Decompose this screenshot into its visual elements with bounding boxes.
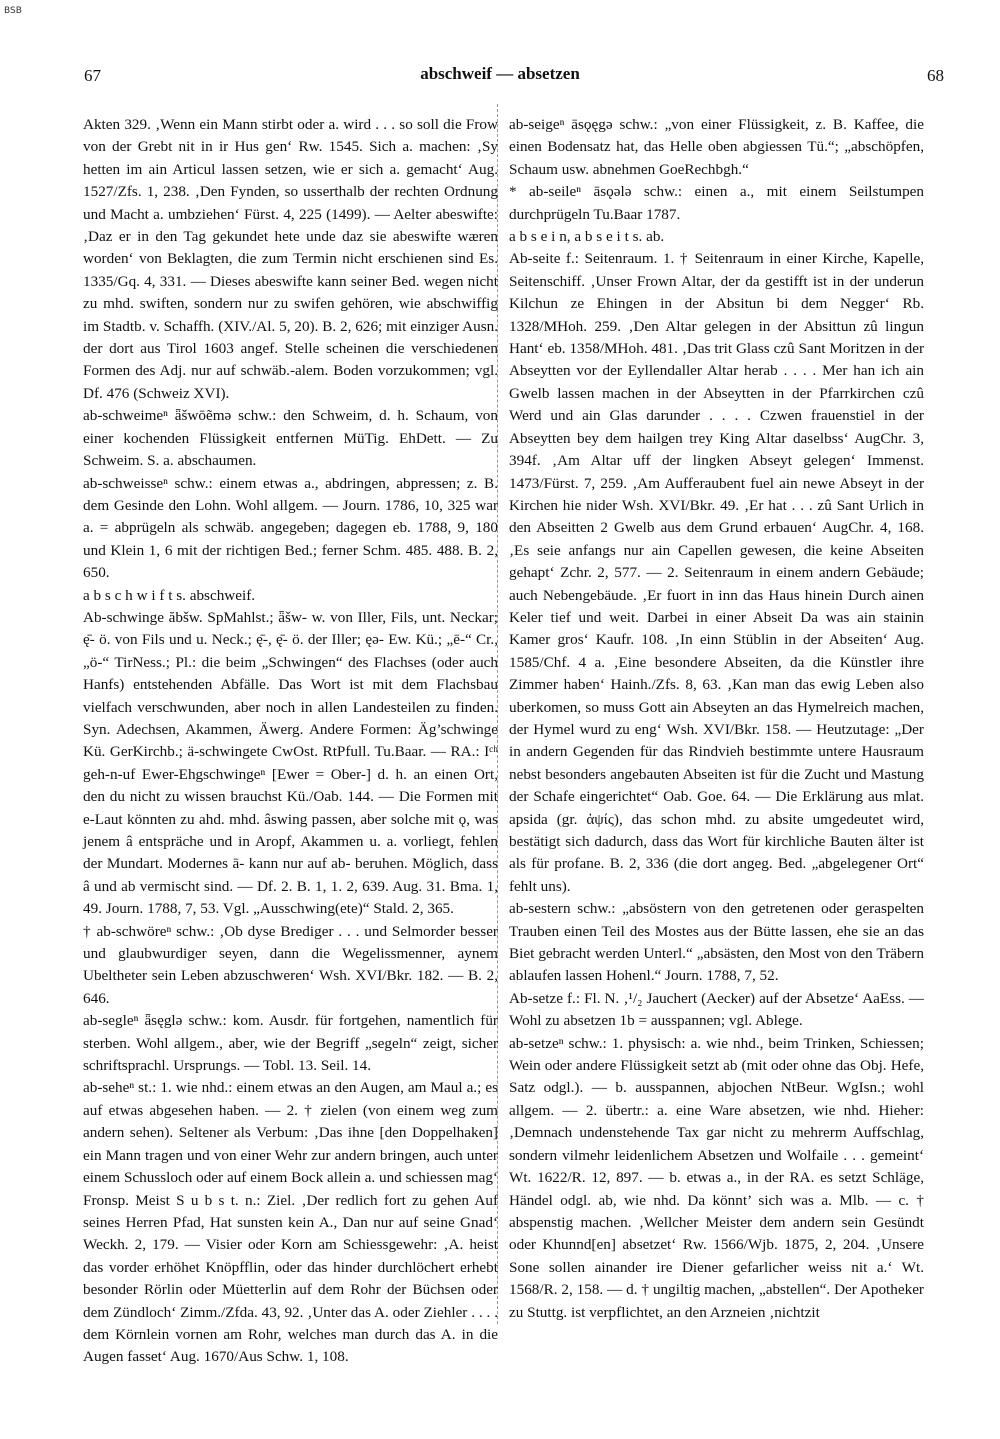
entry-ab-sestern: ab-sestern schw.: „absöstern von den getretenen oder geraspelten Trauben einen Teil des Mostes aus der Bütte lassen, ehe sie an das Biet gebracht werden Unterl.“ „absästen, den Most von den Träbern ablaufen lassen Hohenl.“ Journ. 1788, 7, 52. [509, 900, 924, 985]
entry-abschwift: a b s c h w i f t s. abschweif. [83, 586, 256, 604]
entry-ab-schwinge: Ab-schwinge ăbšw. SpMahlst.; ǟšw- w. von Iller, Fils, unt. Neckar; ę̄- ö. von Fils und u. Neck.; ę̄-, ę̄- ö. der Iller; ęə- Ew. Kü.; „ē-“ Cr., „ö-“ TirNess.; Pl.: die beim „Schwingen“ des Flachses (oder auch Hanfs) entstehenden Abfälle. Das Wort ist mit dem Flachsbau vielfach verschwunden, aber noch in allen Landesteilen zu finden. Syn. Adechsen, Akammen, Äwerg. Andere Formen: Äg’schwinge Kü. GerKirchb.; ä-schwingete CwOst. RtPfull. Tu.Baar. — RA.: Iᶜʰ geh-n-uf Ewer-Ehgschwingeⁿ [Ewer = Ober-] d. h. an einen Ort, den du nicht zu wissen brauchst Kü./Oab. 144. — Die Formen mit e-Laut könnten zu ahd. mhd. âswing passen, aber solche mit ǫ, was jenem â entspräche und in Aropf, Akammen u. a. vorliegt, fehlen der Mundart. Modernes ā- kann nur auf ab- beruhen. Möglich, dass â und ab vermischt sind. — Df. 2. B. 1, 1. 2, 639. Aug. 31. Bma. 1, 49. Journ. 1788, 7, 53. Vgl. „Ausschwing(ete)“ Stald. 2, 365. [83, 608, 498, 918]
entry-ab-schweissen: ab-schweisseⁿ schw.: einem etwas a., abdringen, abpressen; z. B. dem Gesinde den Lohn. Wohl allgem. — Journ. 1786, 10, 325 war a. = abprügeln als schwäb. angegeben; dagegen eb. 1788, 9, 180 und Klein 1, 6 mit der richtigen Bed.; ferner Schm. 485. 488. B. 2, 650. [83, 474, 498, 582]
entry-ab-seigen: ab-seigeⁿ āsǫęgə schw.: „von einer Flüssigkeit, z. B. Kaffee, die einen Bodensatz hat, das Helle oben abgiessen Tü.“; „abschöpfen, Schaum usw. abnehmen GoeRechbgh.“ [509, 116, 924, 178]
entry-ab-sehen: ab-seheⁿ st.: 1. wie nhd.: einem etwas an den Augen, am Maul a.; es auf etwas abgesehen haben. — 2. † zielen (von einem weg zum andern sehen). Seltener als Verbum: ‚Das ihne [den Doppelhaken] ein Mann tragen und von einer Wehr zur andern bringen, auch unter einem Schussloch oder auf einem Bock allein a. und schiessen mag‘ Fronsp. Meist S u b s t. n.: Ziel. ‚Der redlich fort zu gehen Auf seines Herren Pfad, Hat sunsten kein A., Dan nur auf seine Gnad‘ Weckh. 2, 179. — Visier oder Korn am Schiessgewehr: ‚A. heist das vorder erhöhet Knöpfflin, oder das hinder durchlöchert erhebt besonder Rörlin oder Müetterlin auf dem Rohr der Büchsen oder dem Zündloch‘ Zimm./Zfda. 43, 92. ‚Unter das A. oder Ziehler . . . . dem Körnlein vornen am Rohr, welches man durch das A. in die Augen fasset‘ Aug. 1670/Aus Schw. 1, 108. [83, 1079, 498, 1366]
entry-ab-schweimen: ab-schweimeⁿ ǟšwōẽmə schw.: den Schweim, d. h. Schaum, von einer kochenden Flüssigkeit entfernen MüTig. EhDett. — Zu Schweim. S. a. abschaumen. [83, 407, 498, 470]
entry-absein-abseit: a b s e i n, a b s e i t s. ab. [509, 228, 665, 246]
entry-abschweif-continued: Akten 329. ‚Wenn ein Mann stirbt oder a. wird . . . so soll die Frow von der Grebt nit in ir Hus gen‘ Rw. 1545. Sich a. machen: ‚Sy hetten im ain Articul lassen setzen, wie er sich a. gemacht‘ Aug. 1527/Zfs. 1, 238. ‚Den Fynden, so usserthalb der rechten Ordnung und Macht a. umbziehen‘ Fürst. 4, 225 (1499). — Aelter abeswifte: ‚Daz er in den Tag gekundet hete unde daz sie abeswifte wæren worden‘ von Beklagten, die zum Termin nicht erschienen sind Es. 1335/Gq. 4, 331. — Dieses abeswifte kann seiner Bed. wegen nicht zu mhd. swiften, sondern nur zu swifen gehören, wie abschwiffig im Stadtb. v. Schaffh. (XIV./Al. 5, 20). B. 2, 626; mit einziger Ausn. der dort aus Tirol 1603 angef. Stelle scheinen die verschiedenen Formen des Adj. nur auf schwäb.-alem. Boden vorzukommen; vgl. Df. 476 (Schweiz XVI). [83, 116, 498, 402]
entry-ab-setze: Ab-setze f.: Fl. N. ‚¹/₂ Jauchert (Aecker) auf der Absetze‘ AaEss. — Wohl zu absetzen 1b = ausspannen; vgl. Ablege. [509, 989, 924, 1030]
library-stamp: BSB [4, 6, 22, 16]
running-title: abschweif — absetzen [420, 64, 580, 83]
entry-ab-schwoeren: † ab-schwöreⁿ schw.: ‚Ob dyse Brediger . . . und Selmorder besser und glaubwurdiger seyen, dann die Wegelissmenner, aynem Ubeltheter sein Leben abzuschweren‘ Wsh. XVI/Bkr. 182. — B. 2, 646. [83, 922, 498, 1007]
entry-ab-setzen: ab-setzeⁿ schw.: 1. physisch: a. wie nhd., beim Trinken, Schiessen; Wein oder andere Flüssigkeit setzt ab (mit oder ohne das Obj. Hefe, Satz odgl.). — b. ausspannen, abjochen NtBeur. WgIsn.; wohl allgem. — 2. übertr.: a. eine Ware absetzen, wie nhd. Hieher: ‚Demnach undenstehende Tax gar nicht zu mehrerm Auffschlag, sondern vilmehr leidenlichem Absetzen und Wolfaile . . . gemeint‘ Wt. 1622/R. 12, 897. — b. etwas a., in der RA. es setzt Schläge, Händel odgl. ab, wie nhd. Da könnt’ sich was a. Mlb. — c. † abspenstig machen. ‚Wellcher Meister dem andern sein Gesündt oder Khunnd[en] absetzet‘ Rw. 1566/Wjb. 1875, 2, 204. ‚Unsere Sone sollen ainander ire Diener gefarlicher weiss nit a.‘ Wt. 1568/R. 2, 158. — d. † ungiltig machen, „abstellen“. Der Apotheker zu Stuttg. ist verpflichtet, an den Arzneien ‚nichtzit [509, 1034, 924, 1321]
entry-ab-seite: Ab-seite f.: Seitenraum. 1. † Seitenraum in einer Kirche, Kapelle, Seitenschiff. ‚Unser Frown Altar, der da gestifft ist in der underun Kilchun ze Ehingen in der Absitun bi dem Negger‘ Rb. 1328/MHoh. 259. ‚Den Altar gelegen in der Absittun zû lingun Hant‘ eb. 1358/MHoh. 481. ‚Das trit Glass czû Sant Moritzen in der Abseytten vor der Eyllendaller Altar herab . . . . Mer han ich ain Gwelb lassen machen in der Abseytten in der Pfarrkirchen czû Werd und ain Glas darunder . . . . Czwen frauenstiel in der Abseytten bey dem hailgen trey King Altar daselbss‘ AugChr. 3, 394f. ‚Am Altar uff der lingken Abseyt gelegen‘ Immenst. 1473/Fürst. 7, 259. ‚Am Aufferaubent fuel ain newe Abseyt in der Kirchen hie nider Wsh. XVI/Bkr. 49. ‚Er hat . . . zû Sant Urlich in den Abseitten 2 Gwelb aus dem Grund erbauen‘ AugChr. 4, 168. ‚Es seie anfangs nur ain Capellen gewesen, die keine Abseiten gehapt‘ Zchr. 2, 577. — 2. Seitenraum in einem andern Gebäude; auch Nebengebäude. ‚Er fuort in inn das Haus hinein Durch ainen Keler tief und weit. Darbei in einer Abseit Da was ain stainin Kamer gros‘ Kaufr. 108. ‚In einn Stüblin in der Abseiten‘ Aug. 1585/Chf. 4 a. ‚Eine besondere Abseiten, da die Künstler ihre Zimmer haben‘ Hainh./Zfs. 8, 63. ‚Kan man das ewig Leben also uberkomen, so muss Gott ain Abseyten an das Hymelreich machen, der Hymel wurd zu eng‘ Wsh. XVI/Bkr. 158. — Heutzutage: „Der in andern Gegenden für das Rindvieh bestimmte untere Hausraum nebst besonders angebauten Abseiten ist für die Zucht und Mastung der Schafe eingerichtet“ Oab. Goe. 64. — Die Erklärung aus mlat. apsida (gr. ἀψίς), das schon mhd. zu absite umgedeutet wird, bestätigt sich dadurch, dass das Wort für kirchliche Bauten älter ist als für profane. B. 2, 336 (die dort angeg. Bed. „abgelegener Ort“ fehlt uns). [509, 250, 924, 895]
left-column [83, 114, 498, 1369]
page-number-left: 67 [84, 66, 101, 85]
page-number-right: 68 [927, 66, 944, 85]
entry-ab-seglen: ab-segleⁿ ǟsęglə schw.: kom. Ausdr. für fortgehen, namentlich für sterben. Wohl allgem., aber, wie der Begriff „segeln“ zeigt, sicher schriftsprachl. Ursprungs. — Tobl. 13. Seil. 14. [83, 1012, 498, 1075]
entry-ab-seilen: * ab-seileⁿ āsǫələ schw.: einen a., mit einem Seilstumpen durchprügeln Tu.Baar 1787. [509, 183, 924, 223]
right-column [509, 114, 924, 1324]
